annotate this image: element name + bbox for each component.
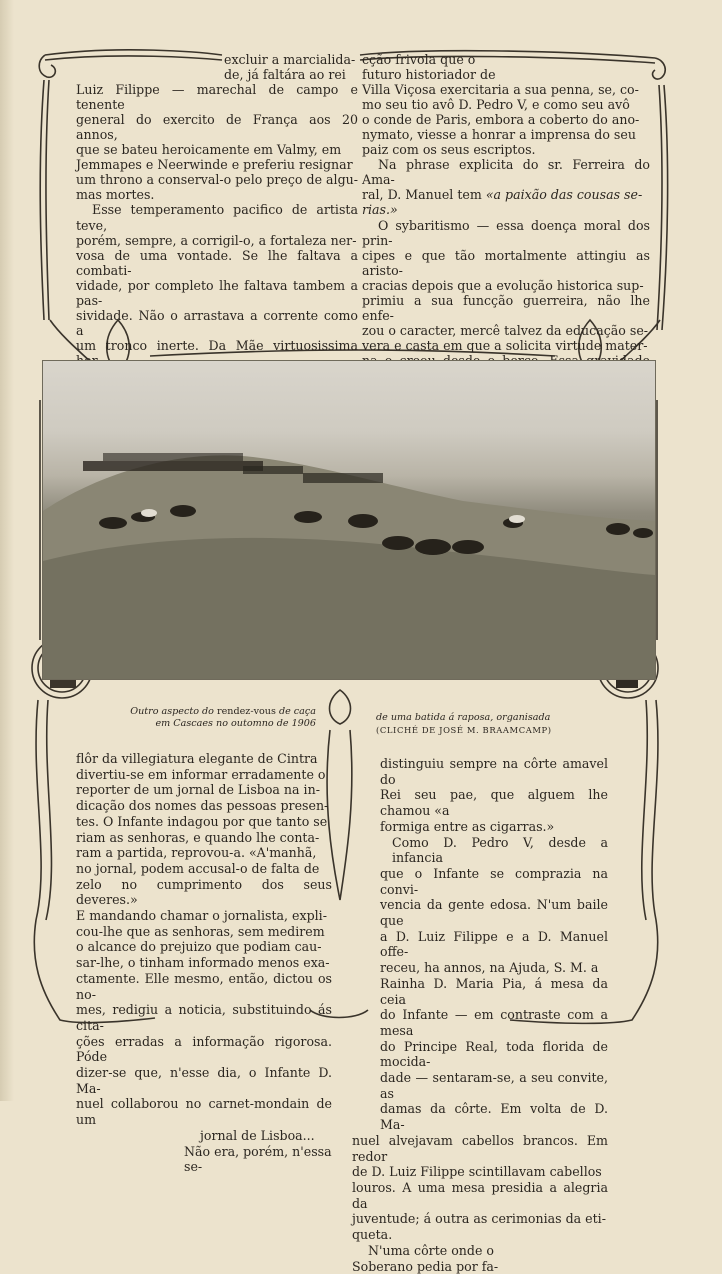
text-line: vosa de uma vontade. Se lhe faltava a combati- [76,248,358,278]
text-line: que se bateu heroicamente em Valmy, em [76,142,358,157]
text-line: jornal de Lisboa... [76,1128,332,1144]
caption-text: Outro aspecto do [130,706,214,717]
text-line: general do exercito de França aos 20 annos, [76,112,358,142]
text-line: de, já faltára ao rei [76,67,358,82]
text-line: queta. [352,1227,608,1243]
caption-line [116,706,316,718]
text-line: vencia da gente edosa. N'um baile que [352,897,608,928]
text-line: nuel collaborou no carnet-mondain de um [76,1096,332,1127]
text-line: Soberano pedia por fa- [352,1259,608,1274]
text-line: mes, redigiu a noticia, substituindo ás cita- [76,1002,332,1033]
text-line: damas da côrte. Em volta de D. Ma- [352,1101,608,1132]
text-line: riam as senhoras, e quando lhe conta- [76,830,332,846]
text-fragment: ral, D. Manuel tem [362,187,482,202]
text-line: ções erradas a informação rigorosa. Póde [76,1034,332,1065]
text-line: Luiz Filippe — marechal de campo e tenente [76,82,358,112]
quote-text: «a paixão das cousas se- [486,187,642,202]
caption-text: rendez-vous [217,706,276,717]
text-line: cou-lhe que as senhoras, sem medirem [76,924,332,940]
text-line: tes. O Infante indagou por que tanto se [76,814,332,830]
hunt-photograph [42,360,656,680]
text-line: juventude; á outra as cerimonias da eti- [352,1211,608,1227]
text-line: um tronco inerte. Da Mãe virtuosissima [76,338,358,368]
text-line: nymato, viesse a honrar a imprensa do seu [362,127,650,142]
text-line: zelo no cumprimento dos seus deveres.» [76,877,332,908]
quote-text: rias.» [362,202,398,217]
text-line: futuro historiador de [362,67,650,82]
text-line: divertiu-se em informar erradamente o [76,767,332,783]
column-bottom-left [76,751,332,1175]
text-line: Esse temperamento pacifico de artista teve, [76,202,358,232]
text-line: vera e casta em que a solicita virtude mater- [362,338,650,353]
text-line: O sybaritismo — essa doença moral dos prin- [362,218,650,248]
text-line: dizer-se que, n'esse dia, o Infante D. Ma- [76,1065,332,1096]
text-line: formiga entre as cigarras.» [352,819,608,835]
text-line: distinguiu sempre na côrte amavel do [352,756,608,787]
text-line: Jemmapes e Neerwinde e preferiu resignar [76,157,358,172]
text-line: louros. A uma mesa presidia a alegria da [352,1180,608,1211]
text-line: paiz com os seus escriptos. [362,142,650,157]
photo-credit: (CLICHÉ DE JOSÉ M. BRAAMCAMP) [376,724,606,736]
photo-scene [43,361,655,679]
caption-line [116,718,316,730]
text-line [362,187,650,202]
text-line: Não era, porém, n'essa se- [76,1144,332,1175]
text-line: flôr da villegiatura elegante de Cintra [76,751,332,767]
text-line: a D. Luiz Filippe e a D. Manuel offe- [352,929,608,960]
caption-text: de caça [279,706,316,717]
text-line: dicação dos nomes das pessoas presen- [76,798,332,814]
text-line: ram a partida, reprovou-a. «A'manhã, [76,845,332,861]
text-line: dade — sentaram-se, a seu convite, as [352,1070,608,1101]
text-line: cipes e que tão mortalmente attingiu as aristo- [362,248,650,278]
text-line: do Principe Real, toda florida de mocida- [352,1039,608,1070]
text-line: vidade, por completo lhe faltava tambem a pas- [76,278,358,308]
text-line: zou o caracter, mercê talvez da educação se- [362,323,650,338]
text-line: porém, sempre, a corrigil-o, a fortaleza ner- [76,233,358,248]
caption-line [376,712,606,724]
caption-text: em Cascaes no outomno de 1906 [155,718,316,729]
photo-caption-right [376,712,606,736]
caption-text: de uma batida á raposa, organisada [376,712,550,723]
text-line: ctamente. Elle mesmo, então, dictou os no- [76,971,332,1002]
text-line [362,202,650,217]
column-bottom-right [352,756,608,1274]
text-line: Villa Viçosa exercitaria a sua penna, se, co- [362,82,650,97]
text-line: de D. Luiz Filippe scintillavam cabellos [352,1164,608,1180]
text-line: receu, ha annos, na Ajuda, S. M. a [352,960,608,976]
text-line: Rainha D. Maria Pia, á mesa da ceia [352,976,608,1007]
text-line: excluir a marcialida- [76,52,358,67]
text-line: N'uma côrte onde o [352,1243,608,1259]
text-line: reporter de um jornal de Lisboa na in- [76,782,332,798]
text-line: o alcance do prejuizo que podiam cau- [76,939,332,955]
text-line: mas mortes. [76,187,358,202]
text-line: do Infante — em contraste com a mesa [352,1007,608,1038]
text-line: no jornal, podem accusal-o de falta de [76,861,332,877]
text-line: o conde de Paris, embora a coberto do ano- [362,112,650,127]
text-line: cção frivola que o [362,52,650,67]
text-line: E mandando chamar o jornalista, expli- [76,908,332,924]
text-line: um throno a conserval-o pelo preço de algu- [76,172,358,187]
text-line: sar-lhe, o tinham informado menos exa- [76,955,332,971]
text-line: mo seu tio avô D. Pedro V, e como seu avô [362,97,650,112]
text-line: Como D. Pedro V, desde a infancia [352,835,608,866]
text-line: primiu a sua funcção guerreira, não lhe enfe- [362,293,650,323]
text-line: Rei seu pae, que alguem lhe chamou «a [352,787,608,818]
text-line: sividade. Não o arrastava a corrente como a [76,308,358,338]
photo-caption-left [116,706,316,730]
text-line: cracias depois que a evolução historica sup- [362,278,650,293]
text-line: que o Infante se comprazia na convi- [352,866,608,897]
text-line: Na phrase explicita do sr. Ferreira do Ama- [362,157,650,187]
text-line: nuel alvejavam cabellos brancos. Em redor [352,1133,608,1164]
